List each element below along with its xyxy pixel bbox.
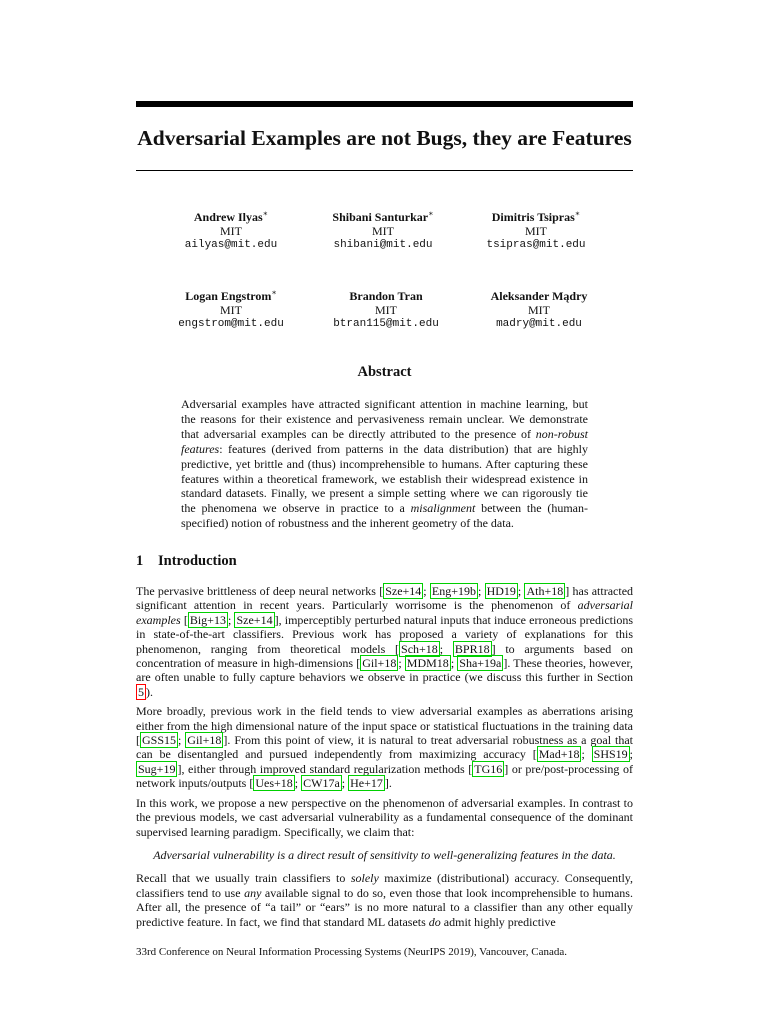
claim-statement: Adversarial vulnerability is a direct result of sensitivity to well-generalizing features in the data. [153,847,616,862]
paragraph: More broadly, previous work in the field tends to view adversarial examples as aberrations arising either from the high dimensional nature of the input space or statistical fluctuations in the training data [ GSS15 ; Gil+18 ]. From this point of view, it is natural to treat adversarial robustness as a goal that can be disentangled and pursued independently from maximizing accuracy [ Mad+18 ; SHS19 ; Sug+19 ], either through improved standard regularization methods [ TG16 ] or pre/post-processing of network inputs/outputs [ Ues+18 ; CW17a ; He+17 ]. [136,704,634,791]
introduction-body [136,584,633,934]
author-email: shibani@mit.edu [333,239,433,251]
author-email: tsipras@mit.edu [486,239,586,251]
citation-link[interactable]: Big+13 [189,612,226,627]
citation-link[interactable]: He+17 [350,776,383,791]
author-name: Dimitris Tsipras∗ [491,209,581,224]
author-affiliation: MIT [375,303,397,317]
author-name: Shibani Santurkar∗ [332,209,434,224]
author-name: Logan Engstrom∗ [185,288,277,303]
citation-link[interactable]: BPR18 [454,641,490,656]
abstract-body: Adversarial examples have attracted significant attention in machine learning, but the reasons for their existence and pervasiveness remain unclear. We demonstrate that adversarial examples can be directly attributed to the presence of non-robust features: features (derived from patterns in the data distribution) that are highly predictive, yet brittle and (thus) incomprehensible to humans. After capturing these features within a theoretical framework, we establish their widespread existence in standard datasets. Finally, we present a simple setting where we can rigorously tie the phenomena we observe in practice to a misalignment between the (human-specified) notion of robustness and the inherent geometry of the data. [181,397,588,531]
author-email: engstrom@mit.edu [178,318,284,330]
citation-link[interactable]: Eng+19b [431,584,476,598]
conference-footnote: 33rd Conference on Neural Information Processing Systems (NeurIPS 2019), Vancouver, Canada. [136,946,568,958]
paragraph: Recall that we usually train classifiers to solely maximize (distributional) accuracy. Consequently, classifiers tend to use any available signal to do so, even those that look incomprehensible to humans. After all, the presence of “a tail” or “ears” is no more natural to a classifier than any other equally predictive feature. In fact, we find that standard ML datasets do admit highly predictive [136,871,634,929]
citation-link[interactable]: HD19 [486,584,516,598]
author-name: Aleksander Mądry [490,289,588,303]
citation-link[interactable]: TG16 [474,761,503,776]
paragraph: In this work, we propose a new perspective on the phenomenon of adversarial examples. In contrast to the previous models, we cast adversarial vulnerability as a fundamental consequence of the dominant supervised learning paradigm. Specifically, we claim that: [136,795,633,839]
author-block [436,207,636,252]
citation-link[interactable]: Sug+19 [138,761,176,776]
citation-link[interactable]: Sze+14 [236,612,273,627]
citation-link[interactable]: Sha+19a [459,656,502,671]
citation-link[interactable]: SHS19 [593,747,628,762]
author-name: Brandon Tran [349,289,423,303]
citation-link[interactable]: Sze+14 [385,584,422,598]
section-reference-link[interactable]: 5 [138,684,144,699]
author-email: madry@mit.edu [496,318,582,330]
citation-link[interactable]: Gil+18 [187,733,222,748]
paragraph: The pervasive brittleness of deep neural networks [ Sze+14 ; Eng+19b ; HD19 ; Ath+18 ] has attracted significant attention in recent years. Particularly worrisome is the phenomenon of adversarial examples [ Big+13 ; Sze+14 ], imperceptibly perturbed natural inputs that induce erroneous predictions in state-of-the-art classifiers. Previous work has proposed a variety of explanations for this phenomenon, ranging from theoretical models [ Sch+18 ; BPR18 ] to arguments based on concentration of measure in high-dimensions [ Gil+18 ; MDM18 ; Sha+19a ]. These theories, however, are often unable to fully capture behaviors we observe in practice (we discuss this further in Section 5 ). [136,584,634,699]
author-affiliation: MIT [220,303,242,317]
author-affiliation: MIT [372,224,394,238]
author-email: btran115@mit.edu [333,318,439,330]
section-title: Introduction [158,553,237,569]
title-top-rule [136,101,633,107]
citation-link[interactable]: Ues+18 [255,776,293,791]
author-affiliation: MIT [220,224,242,238]
abstract-heading: Abstract [357,364,412,380]
title-bottom-rule [136,170,633,171]
section-number: 1 [136,553,144,569]
author-affiliation: MIT [528,303,550,317]
citation-link[interactable]: GSS15 [142,733,177,748]
citation-link[interactable]: Mad+18 [538,747,580,762]
citation-link[interactable]: MDM18 [406,656,449,671]
citation-link[interactable]: Gil+18 [362,656,397,671]
section-heading [136,552,237,570]
paper-title: Adversarial Examples are not Bugs, they are Features [137,126,632,150]
citation-link[interactable]: CW17a [303,776,340,791]
citation-link[interactable]: Ath+18 [526,584,564,598]
author-affiliation: MIT [525,224,547,238]
author-name: Andrew Ilyas∗ [193,209,269,224]
citation-link[interactable]: Sch+18 [401,641,438,656]
author-block [439,286,639,331]
author-email: ailyas@mit.edu [184,239,278,251]
